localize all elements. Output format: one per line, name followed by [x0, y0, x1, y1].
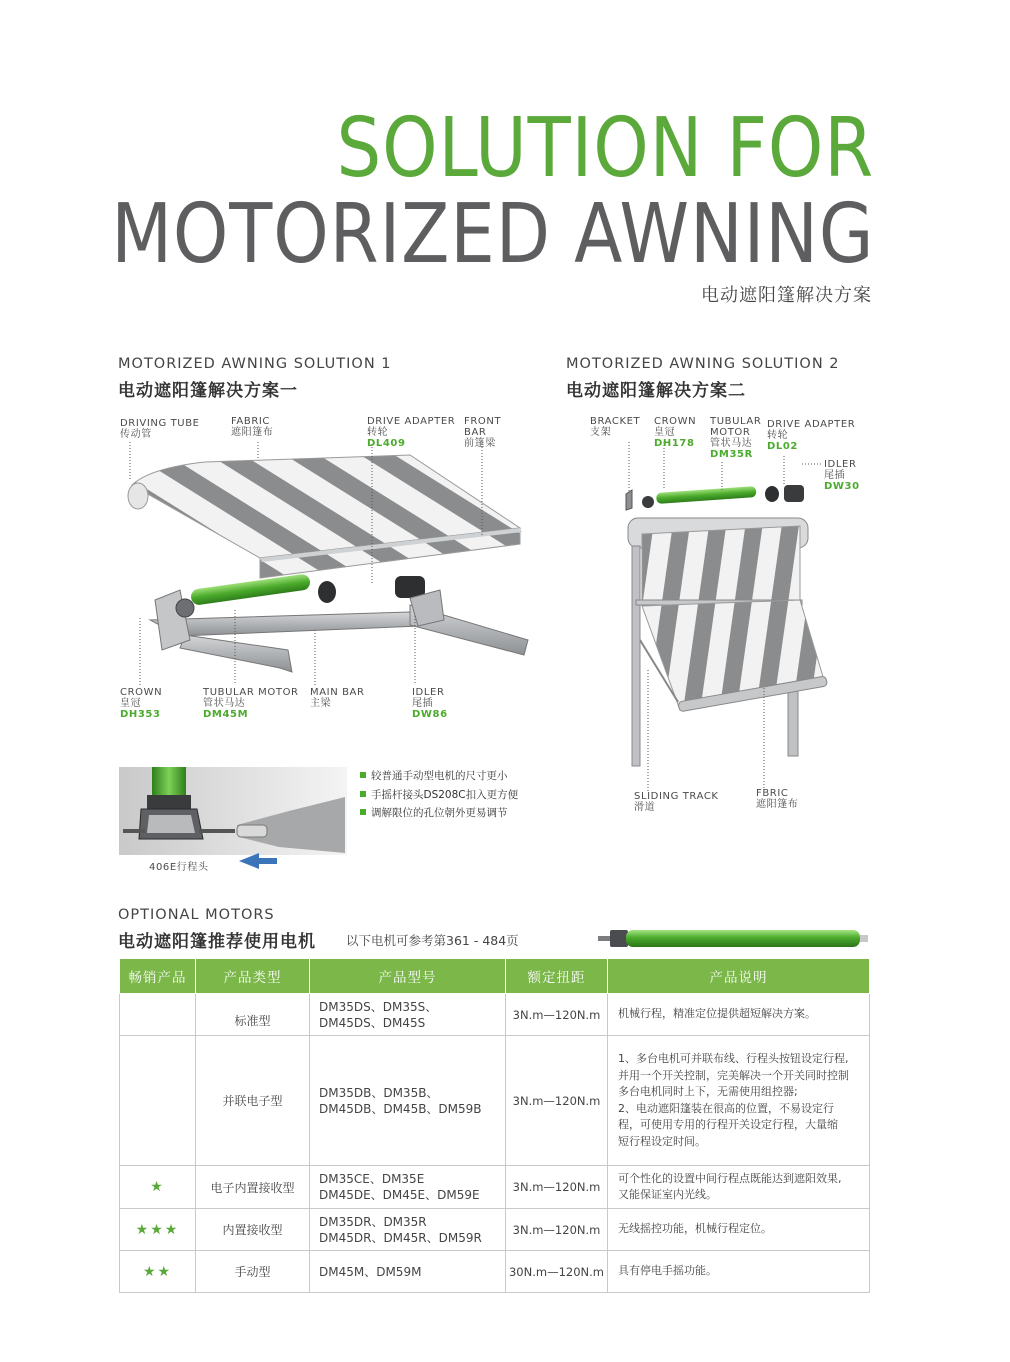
model-cell: DM45M、DM59M [310, 1251, 506, 1293]
torque-cell: 3N.m—120N.m [506, 1036, 608, 1166]
model-cell: DM35CE、DM35E DM45DE、DM45E、DM59E [310, 1166, 506, 1209]
feature-item: 调解限位的孔位朝外更易调节 [360, 804, 518, 823]
label-tubular-motor-2: TUBULAR MOTOR 管状马达 DM35R [710, 416, 762, 460]
table-header-row [120, 959, 870, 994]
solution2-title-en: MOTORIZED AWNING SOLUTION 2 [566, 356, 840, 372]
type-cell: 电子内置接收型 [196, 1166, 310, 1209]
feature-item: 较普通手动型电机的尺寸更小 [360, 767, 518, 786]
solution1-title-en: MOTORIZED AWNING SOLUTION 1 [118, 356, 392, 372]
solution1-title-cn: 电动遮阳篷解决方案一 [118, 381, 298, 401]
stars-cell: ★★ [120, 1251, 196, 1293]
col-bestseller: 畅销产品 [120, 959, 196, 994]
type-cell: 并联电子型 [196, 1036, 310, 1166]
col-description: 产品说明 [608, 959, 870, 994]
table-row [120, 1166, 870, 1209]
col-model: 产品型号 [310, 959, 506, 994]
table-row [120, 1036, 870, 1166]
stars-cell: ★ [120, 1166, 196, 1209]
description-cell: 具有停电手摇功能。 [608, 1251, 870, 1293]
hero-title-line2: MOTORIZED AWNING [110, 187, 874, 282]
model-cell: DM35DB、DM35B、 DM45DB、DM45B、DM59B [310, 1036, 506, 1166]
label-fabric: FABRIC 遮阳篷布 [231, 416, 274, 438]
feature-item: 手摇杆接头DS208C扣入更方便 [360, 786, 518, 805]
motors-title-cn: 电动遮阳篷推荐使用电机 [118, 932, 316, 952]
table-row [120, 1251, 870, 1293]
description-cell: 可个性化的设置中间行程点既能达到遮阳效果, 又能保证室内光线。 [608, 1166, 870, 1209]
label-idler: IDLER 尾插 DW86 [412, 687, 448, 720]
table-row [120, 994, 870, 1036]
label-driving-tube: DRIVING TUBE 传动管 [120, 418, 200, 440]
label-bracket: BRACKET 支架 [590, 416, 641, 438]
torque-cell: 3N.m—120N.m [506, 994, 608, 1036]
motor-head-photo [119, 767, 347, 875]
label-fabric-2: FBRIC 遮阳篷布 [756, 788, 799, 810]
stars-cell [120, 994, 196, 1036]
model-cell: DM35DS、DM35S、 DM45DS、DM45S [310, 994, 506, 1036]
label-crown-2: CROWN 皇冠 DH178 [654, 416, 697, 449]
stars-cell: ★★★ [120, 1209, 196, 1251]
hero-title-line1: SOLUTION FOR [336, 101, 874, 196]
type-cell: 内置接收型 [196, 1209, 310, 1251]
hero-subtitle: 电动遮阳篷解决方案 [701, 285, 872, 306]
label-tubular-motor: TUBULAR MOTOR 管状马达 DM45M [203, 687, 299, 720]
torque-cell: 3N.m—120N.m [506, 1209, 608, 1251]
label-main-bar: MAIN BAR 主梁 [310, 687, 365, 709]
stars-cell [120, 1036, 196, 1166]
torque-cell: 30N.m—120N.m [506, 1251, 608, 1293]
label-sliding-track: SLIDING TRACK 滑道 [634, 791, 719, 813]
awning-solution2-illustration [612, 440, 852, 780]
tubular-motor-image [598, 926, 870, 952]
label-drive-adapter-2: DRIVE ADAPTER 转轮 DL02 [767, 419, 856, 452]
label-idler-2: IDLER 尾插 DW30 [824, 459, 860, 492]
motors-reference-note: 以下电机可参考第361 - 484页 [346, 933, 519, 948]
label-crown: CROWN 皇冠 DH353 [120, 687, 163, 720]
motor-head-caption: 406E行程头 [149, 862, 209, 873]
motors-title-en: OPTIONAL MOTORS [118, 907, 275, 923]
feature-list [360, 767, 518, 823]
type-cell: 标准型 [196, 994, 310, 1036]
model-cell: DM35DR、DM35R DM45DR、DM45R、DM59R [310, 1209, 506, 1251]
description-cell: 1、多台电机可并联布线、行程头按钮设定行程, 并用一个开关控制，完美解决一个开关同时控制 多台电机同时上下，无需使用组控器; 2、电动遮阳篷装在很高的位置，不易设定行 程，可使用专用的行程开关设定行程，大量缩 短行程设定时间。 [608, 1036, 870, 1166]
label-drive-adapter: DRIVE ADAPTER 转轮 DL409 [367, 416, 456, 449]
col-type: 产品类型 [196, 959, 310, 994]
torque-cell: 3N.m—120N.m [506, 1166, 608, 1209]
type-cell: 手动型 [196, 1251, 310, 1293]
awning-solution1-illustration [110, 440, 540, 680]
description-cell: 无线摇控功能，机械行程定位。 [608, 1209, 870, 1251]
table-row [120, 1209, 870, 1251]
motor-spec-table [119, 958, 870, 1293]
label-front-bar: FRONT BAR 前篷梁 [464, 416, 502, 449]
description-cell: 机械行程，精准定位提供超短解决方案。 [608, 994, 870, 1036]
solution2-title-cn: 电动遮阳篷解决方案二 [566, 381, 746, 401]
col-torque: 额定扭距 [506, 959, 608, 994]
